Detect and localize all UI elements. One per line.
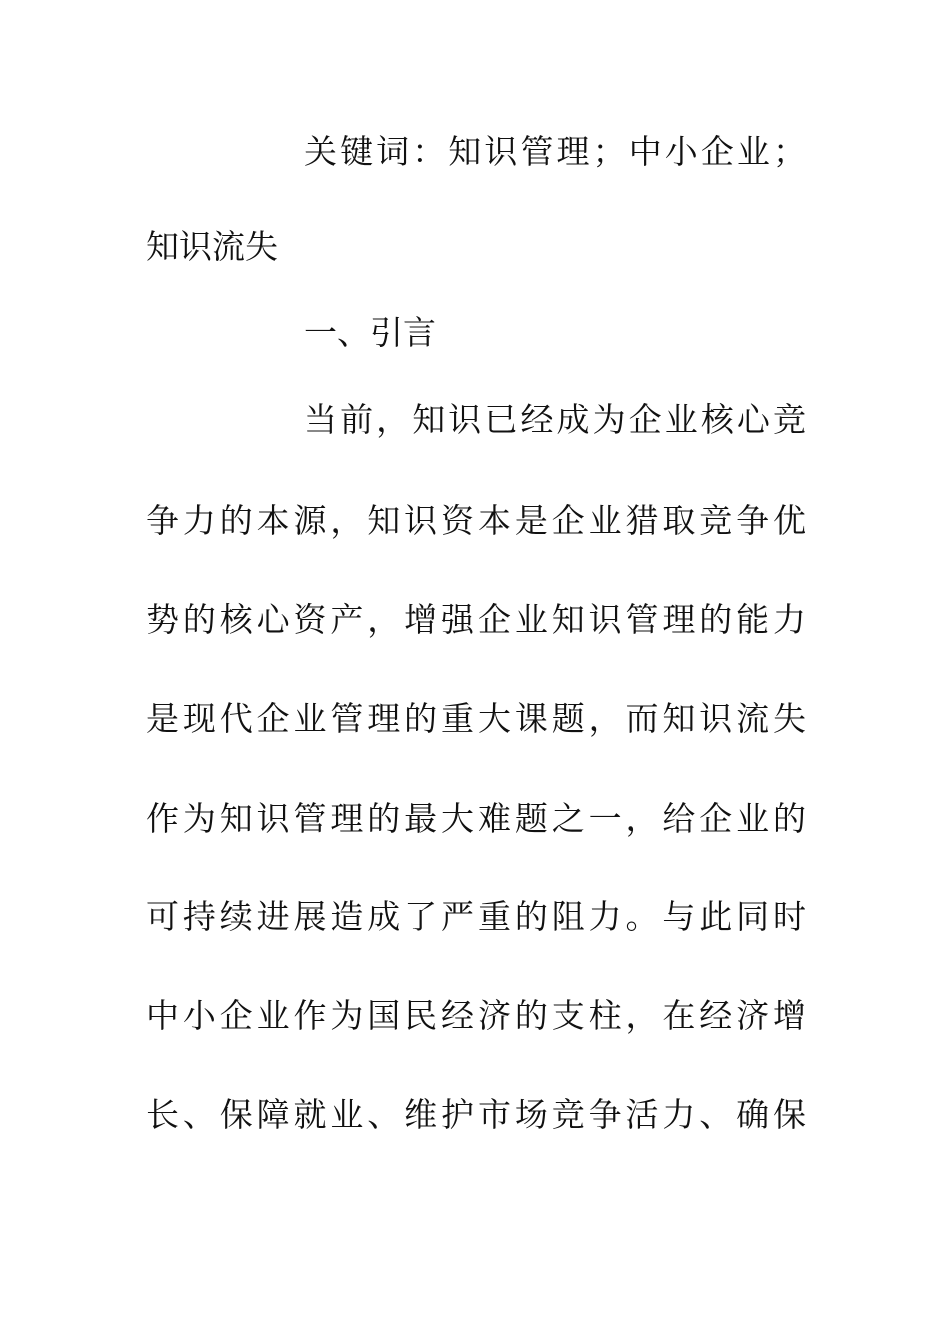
paragraph-line-5: 作为知识管理的最大难题之一，给企业的 <box>146 799 806 838</box>
paragraph-line-1: 当前，知识已经成为企业核心竞 <box>304 400 806 439</box>
paragraph-line-6: 可持续进展造成了严重的阻力。与此同时 <box>146 897 806 936</box>
paragraph-line-3: 势的核心资产，增强企业知识管理的能力 <box>146 600 806 639</box>
paragraph-line-2: 争力的本源，知识资本是企业猎取竞争优 <box>146 501 806 540</box>
paragraph-line-7: 中小企业作为国民经济的支柱，在经济增 <box>146 996 806 1035</box>
paragraph-line-8: 长、保障就业、维护市场竞争活力、确保 <box>146 1095 806 1134</box>
section-heading: 一、引言 <box>304 313 436 352</box>
paragraph-line-4: 是现代企业管理的重大课题，而知识流失 <box>146 699 806 738</box>
keywords-line: 关键词：知识管理；中小企业； <box>304 132 806 171</box>
keywords-continuation: 知识流失 <box>146 227 278 266</box>
